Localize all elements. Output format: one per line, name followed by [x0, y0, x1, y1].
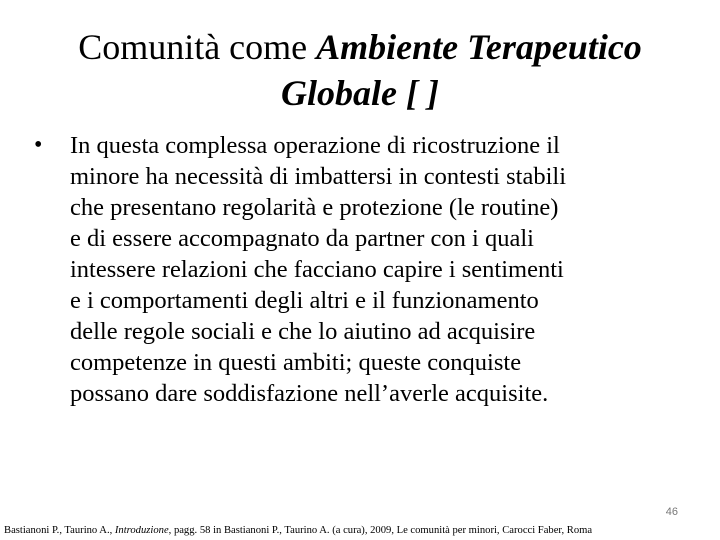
bullet-line: delle regole sociali e che lo aiutino ad acquisire	[70, 318, 536, 345]
bullet-line: minore ha necessità di imbattersi in contesti stabili	[70, 163, 567, 190]
footer-text-end: , pagg. 58 in Bastianoni P., Taurino A. (a cura), 2009, Le comunità per minori, Carocci Faber, Roma	[168, 525, 593, 536]
bullet-line: possano dare soddisfazione nell’averle acquisite.	[70, 380, 549, 407]
bullet-line: e i comportamenti degli altri e il funzionamento	[70, 287, 539, 314]
bullet-item	[32, 130, 692, 409]
bullet-icon: •	[34, 132, 43, 158]
page-number: 46	[665, 506, 678, 518]
title-line-2: Globale [ ]	[281, 73, 439, 113]
bullet-line: In questa complessa operazione di ricostruzione il	[70, 132, 560, 159]
title-emphasis-text: Ambiente Terapeutico	[316, 27, 642, 67]
bullet-line: che presentano regolarità e protezione (le routine)	[70, 194, 559, 221]
bullet-line: intessere relazioni che facciano capire i sentimenti	[70, 256, 564, 283]
bullet-line: competenze in questi ambiti; queste conquiste	[70, 349, 522, 376]
title-line-1	[20, 24, 700, 70]
bullet-list	[32, 130, 692, 409]
title-plain-text: Comunità come	[78, 27, 308, 67]
bullet-line: e di essere accompagnato da partner con i quali	[70, 225, 534, 252]
footer-italic-title: Introduzione	[114, 525, 169, 536]
footer-text-start: Bastianoni P., Taurino A.,	[4, 525, 115, 536]
slide-title	[20, 24, 700, 116]
footer-citation	[4, 524, 716, 537]
